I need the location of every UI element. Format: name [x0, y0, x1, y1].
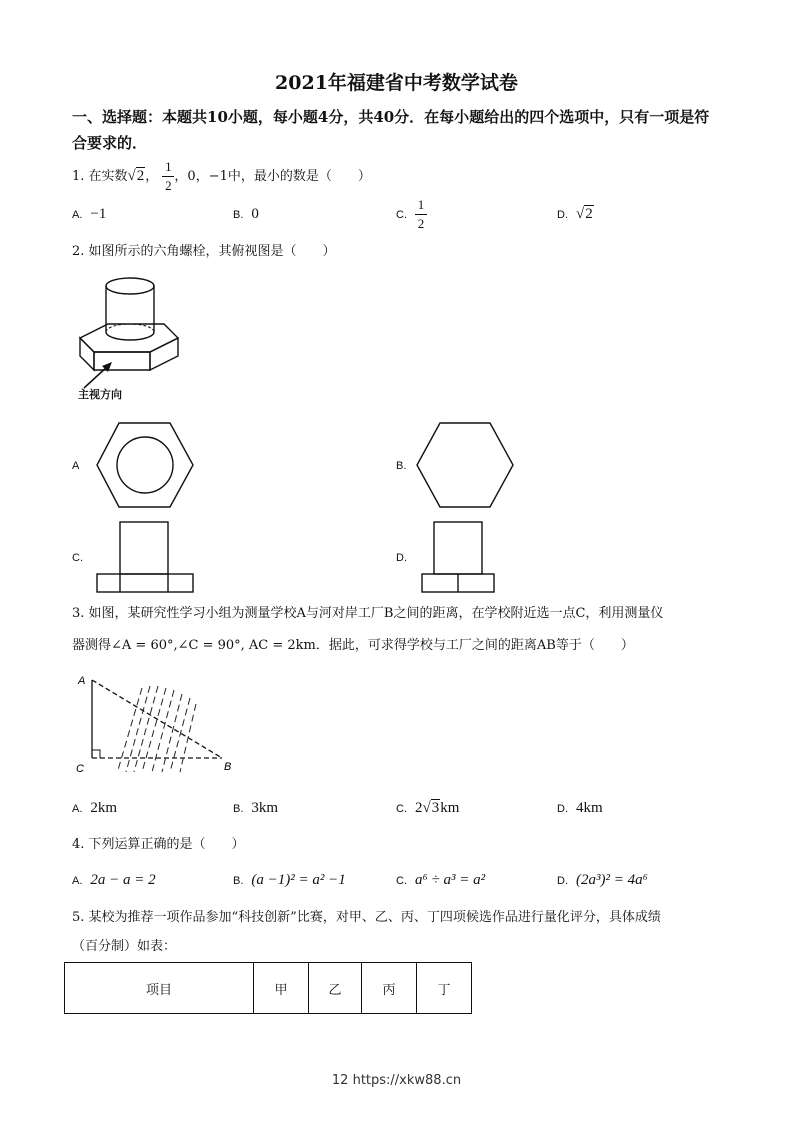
triangle-river-figure [70, 668, 250, 780]
q4-option-a[interactable]: A. 2a − a = 2 [72, 872, 156, 888]
point-c-label: C [76, 763, 84, 775]
score-table [64, 962, 472, 1014]
table-header-ding: 丁 [417, 963, 472, 1014]
table-header-jia: 甲 [254, 963, 309, 1014]
q2-option-c[interactable]: C. [72, 552, 83, 564]
point-a-label: A [78, 675, 86, 687]
table-header-yi: 乙 [309, 963, 362, 1014]
question-1: 1. 在实数√2， $\frac{1}{2}$ ，0，−1中，最小的数是（ ） [72, 159, 371, 193]
section-heading: 一、选择题：本题共10小题，每小题4分，共40分．在每小题给出的四个选项中，只有一项是符合要求的． [72, 108, 710, 152]
q1-option-c[interactable]: C. $\frac{1}{2}$ [396, 198, 427, 231]
q3-option-a[interactable]: A. 2km [72, 800, 118, 816]
q2-option-b[interactable]: B. [396, 460, 407, 472]
table-header-item: 项目 [65, 963, 254, 1014]
option-c-front-view[interactable] [96, 520, 196, 596]
page-footer[interactable]: 12 https://xkw88.cn [331, 1073, 462, 1088]
q3-option-c[interactable]: C. 2√3km [396, 800, 460, 816]
question-5-line2: （百分制）如表： [72, 939, 177, 954]
q1-fraction: $\frac{1}{2}$ [162, 160, 174, 193]
question-4: 4. 下列运算正确的是（ ） [72, 837, 245, 852]
option-b-hexagon[interactable] [416, 420, 516, 510]
q2-option-a[interactable]: A [72, 460, 80, 472]
q4-option-c[interactable]: C. a⁶ ÷ a³ = a² [396, 872, 486, 888]
table-header-bing: 丙 [362, 963, 417, 1014]
table-row [65, 963, 472, 1014]
question-2: 2. 如图所示的六角螺栓，其俯视图是（ ） [72, 244, 336, 259]
q3-option-b[interactable]: B. 3km [233, 800, 279, 816]
question-3-line2: 器测得∠A = 60°,∠C = 90°, AC = 2km．据此，可求得学校与工厂之间的距离AB等于（ ） [72, 638, 634, 653]
view-direction-label: 主视方向 [78, 388, 122, 401]
question-3-line1: 3. 如图，某研究性学习小组为测量学校A与河对岸工厂B之间的距离，在学校附近选一点C，利用测量仪 [72, 606, 664, 621]
q4-option-b[interactable]: B. (a −1)² = a² −1 [233, 872, 346, 888]
q1-option-d[interactable]: D. √2 [557, 206, 593, 222]
page-title: 2021年福建省中考数学试卷 [275, 72, 518, 94]
q1-sqrt: √2 [127, 168, 145, 184]
question-5-line1: 5. 某校为推荐一项作品参加“科技创新”比赛，对甲、乙、丙、丁四项候选作品进行量化评分，具体成绩 [72, 910, 661, 925]
q2-option-d[interactable]: D. [396, 552, 407, 564]
option-d-front-view[interactable] [420, 520, 500, 596]
q1-prefix: 1. 在实数 [72, 169, 128, 184]
q3-option-d[interactable]: D. 4km [557, 800, 603, 816]
option-a-hexagon-with-circle[interactable] [96, 420, 196, 510]
q1-rest: ，0，−1中，最小的数是（ ） [174, 169, 371, 184]
point-b-label: B [224, 761, 232, 773]
q1-option-a[interactable]: A. −1 [72, 206, 107, 222]
q1-option-b[interactable]: B. 0 [233, 206, 259, 222]
q4-option-d[interactable]: D. (2a³)² = 4a⁶ [557, 872, 648, 888]
